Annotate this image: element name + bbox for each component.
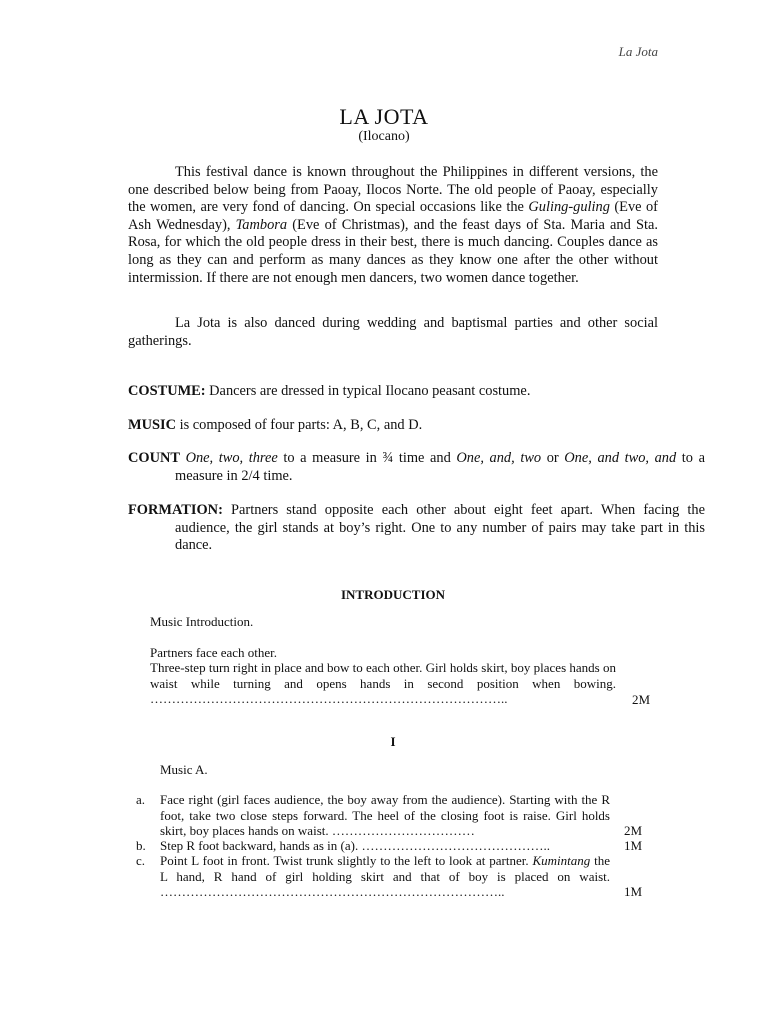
page-title: LA JOTA xyxy=(339,104,429,129)
count-text-3: to a measure in 2/4 time. xyxy=(175,450,705,484)
costume-label: COSTUME: xyxy=(128,383,206,399)
intro-text-1: This festival dance is known throughout the Philippines in different versions, the one described below being from Paoay, Ilocos Norte. The old people of Paoay, especially the women, are very fond of dancing. On special occasions like the xyxy=(128,164,658,216)
music-text: is composed of four parts: A, B, C, and D. xyxy=(175,417,423,433)
item-a-measure: 2M xyxy=(624,823,643,838)
count-italic-3: One, and two, and xyxy=(564,450,677,466)
introduction-steps: Three-step turn right in place and bow to each other. Girl holds skirt, boy places hands on waist while turning and opens hands in second position when bowing. ……………………………………………………………………….. xyxy=(150,660,616,707)
introduction-partners: Partners face each other. xyxy=(150,645,278,660)
count-text-2: or xyxy=(541,450,565,466)
item-a-text: Face right (girl faces audience, the boy away from the audience). Starting with the R foot, take two close steps forward. The heel of the closing foot is raise. Girl holds skirt, boy places hands on waist. …………………………… xyxy=(160,792,610,839)
costume-text: Dancers are dressed in typical Ilocano peasant costume. xyxy=(205,383,531,399)
figure-1-music: Music A. xyxy=(160,762,208,777)
second-paragraph: La Jota is also danced during wedding and baptismal parties and other social gatherings. xyxy=(128,315,658,349)
item-a-letter: a. xyxy=(136,792,146,807)
introduction-music: Music Introduction. xyxy=(150,614,254,629)
music-label: MUSIC xyxy=(128,417,176,433)
formation-text: Partners stand opposite each other about eight feet apart. When facing the audience, the girl stands at boy’s right. One to any number of pairs may take part in this dance. xyxy=(175,502,705,554)
introduction-heading: INTRODUCTION xyxy=(340,587,445,602)
introduction-measure: 2M xyxy=(632,692,651,707)
formation-label: FORMATION: xyxy=(128,502,223,518)
item-b-measure: 1M xyxy=(624,838,643,853)
item-b-letter: b. xyxy=(136,838,146,853)
guling-guling-term: Guling-guling xyxy=(528,199,610,216)
count-label: COUNT xyxy=(128,450,180,466)
item-b-text: Step R foot backward, hands as in (a). …………………………………….. xyxy=(160,838,550,853)
running-header: La Jota xyxy=(618,44,658,59)
intro-text-3: (Eve of Christmas), and the feast days of Sta. Maria and Sta. Rosa, for which the old people dress in their best, there is much dancing. Couples dance as long as they can and perform as many dances as they know one after the other without intermission. If there are not enough men dancers, two women dance together. xyxy=(128,216,658,286)
intro-text-2: (Eve of Ash Wednesday), xyxy=(128,199,658,233)
count-section xyxy=(128,450,705,485)
item-c-text xyxy=(160,853,610,900)
item-c-text-b: the L hand, R hand of girl holding skirt and that of boy is placed on waist. …………………………………………………………………….. xyxy=(160,853,610,900)
kumintang-term: Kumintang xyxy=(532,853,591,868)
page-subtitle: (Ilocano) xyxy=(358,129,410,144)
music-section xyxy=(128,417,658,435)
tambora-term: Tambora xyxy=(235,216,288,233)
intro-paragraph xyxy=(128,164,658,287)
item-c-letter: c. xyxy=(136,853,146,868)
count-italic-1: One, two, three xyxy=(185,450,278,466)
formation-section xyxy=(128,502,705,555)
count-italic-2: One, and, two xyxy=(456,450,542,466)
item-c-measure: 1M xyxy=(624,884,643,899)
item-c-text-a: Point L foot in front. Twist trunk slightly to the left to look at partner. xyxy=(160,853,533,868)
figure-1-heading: I xyxy=(390,734,396,749)
costume-section xyxy=(128,383,658,401)
count-text-1: to a measure in ¾ time and xyxy=(277,450,457,466)
